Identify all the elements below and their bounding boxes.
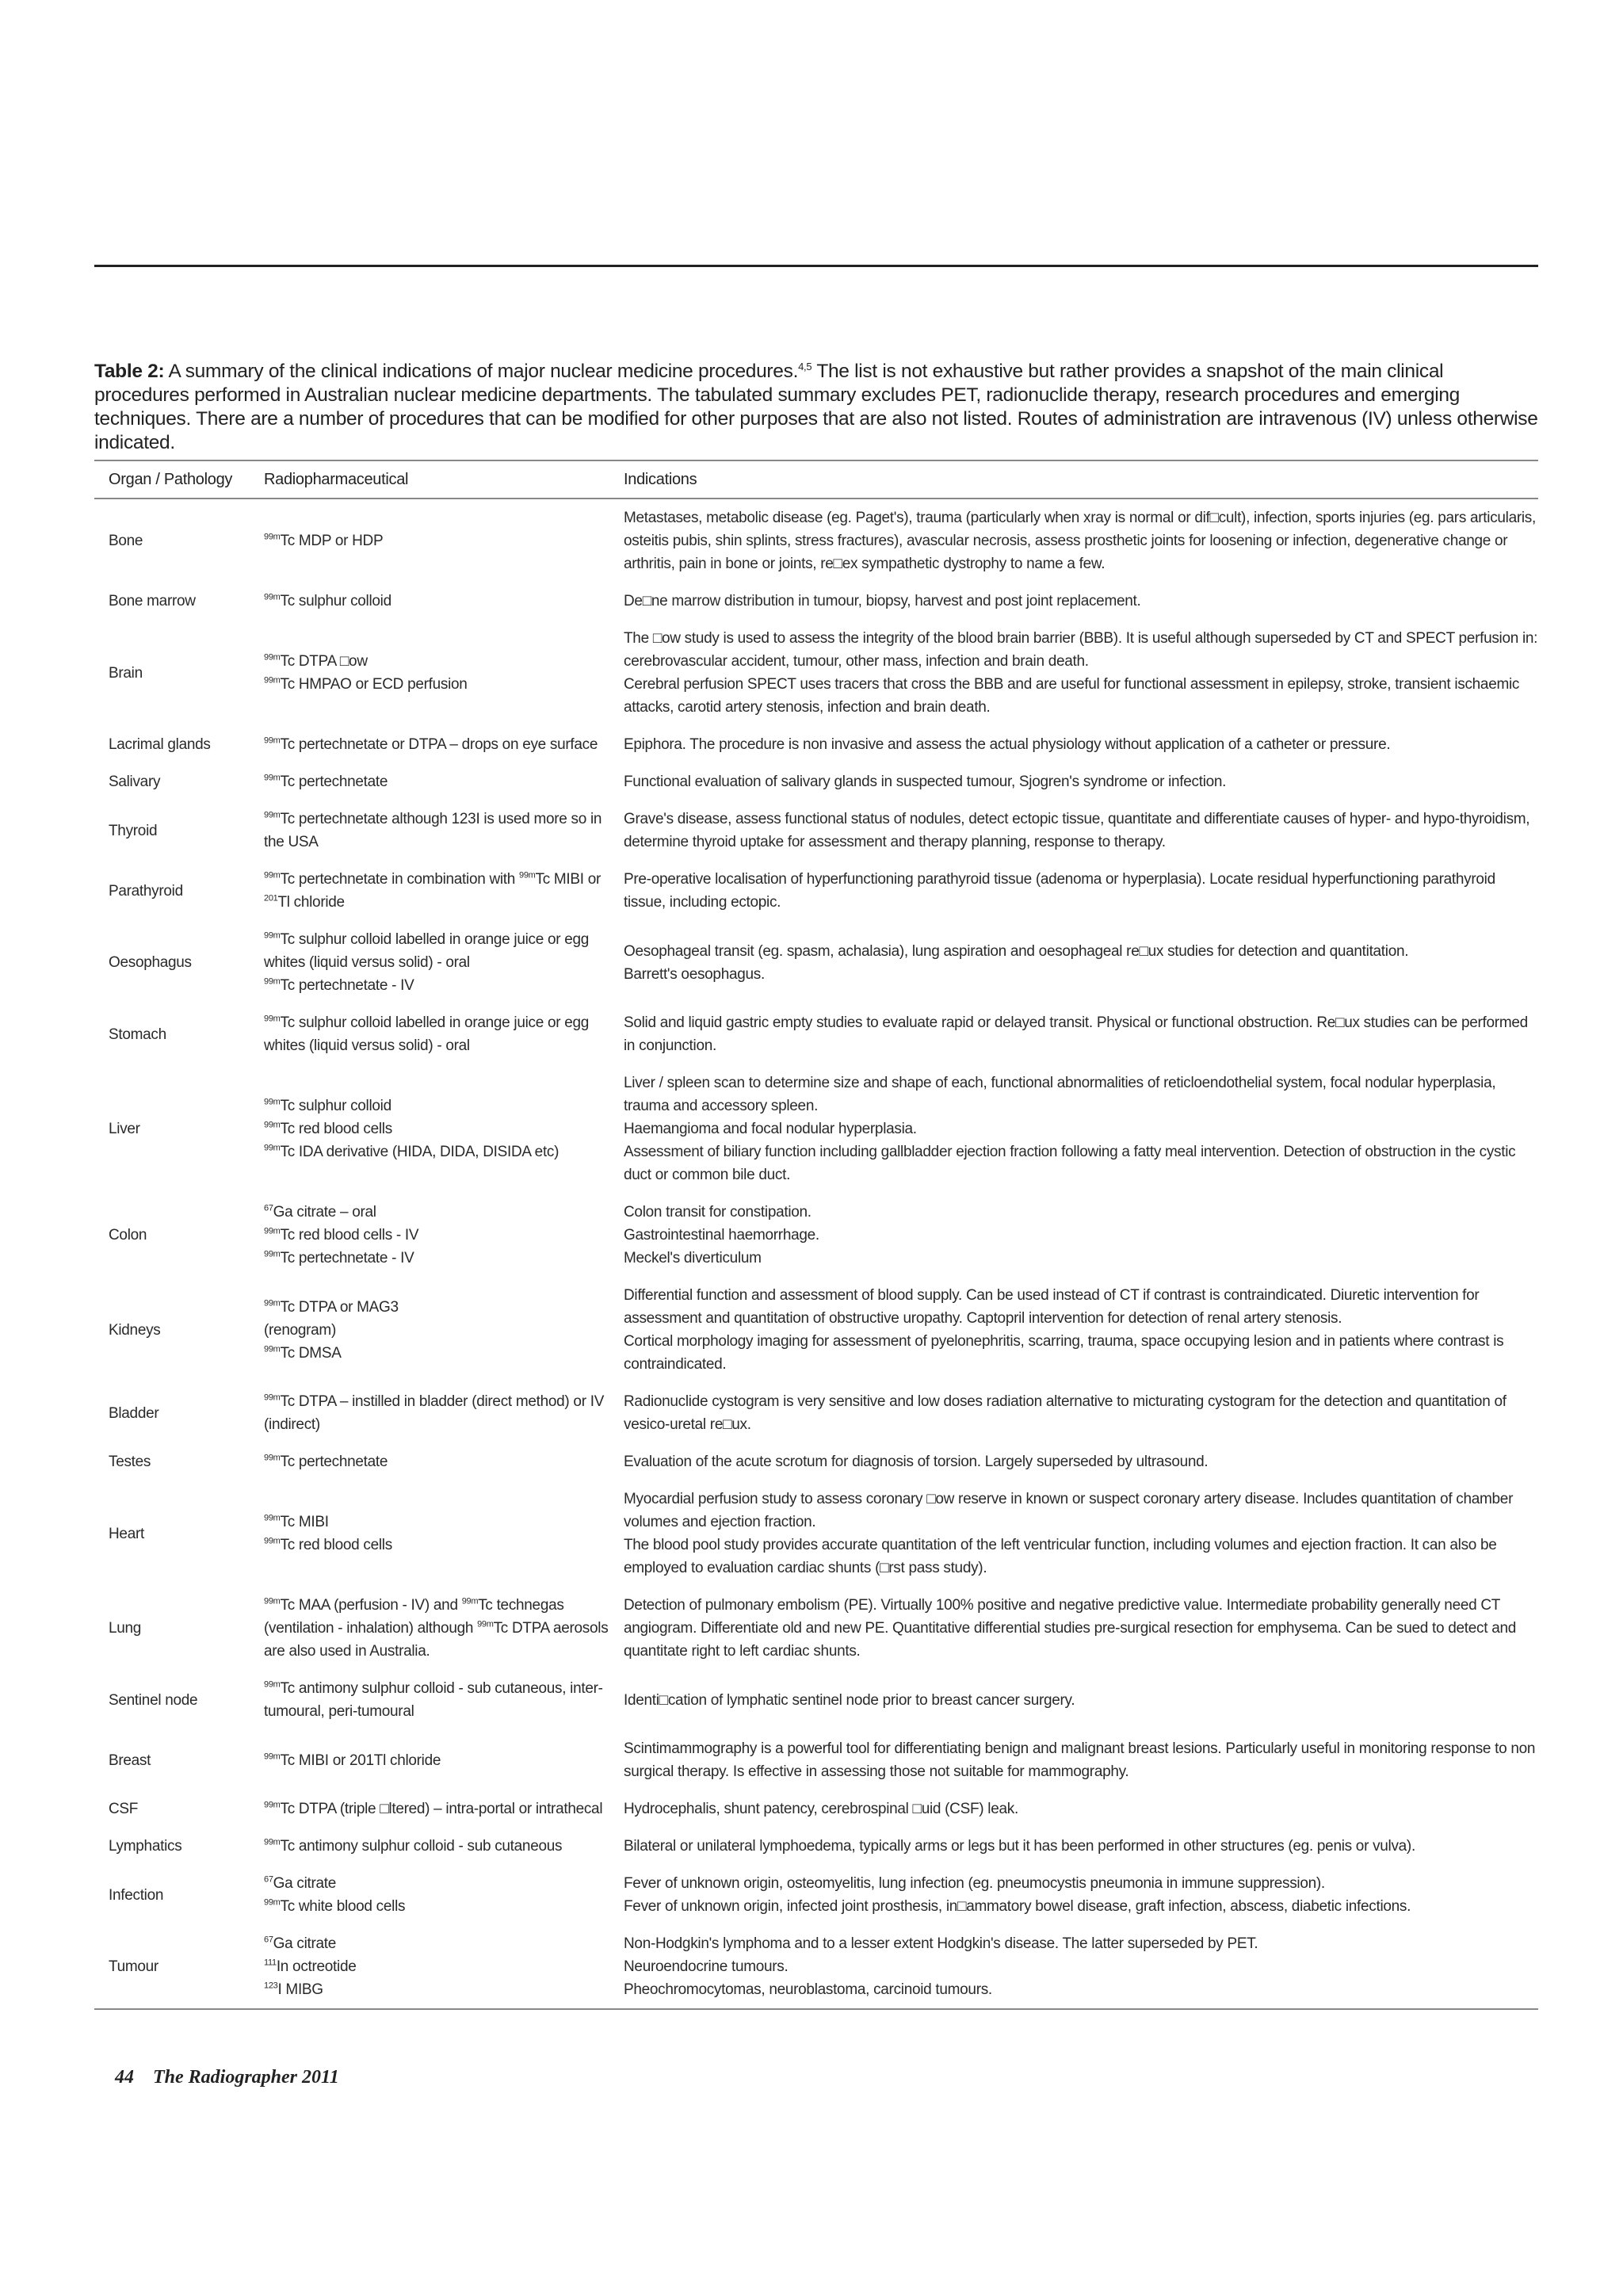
radiopharmaceutical-cell — [250, 861, 609, 921]
radiopharmaceutical-line: $^{99m}$Tc pertechnetate — [264, 773, 388, 790]
radiopharmaceutical-line: $^{67}$Ga citrate — [264, 1874, 337, 1892]
indication-text: Barrett's oesophagus. — [624, 965, 765, 983]
indication-text: Assessment of biliary function including gallbladder ejection fraction following a fatty meal intervention. Detection of obstruction in the cystic duct or common bile duct. — [624, 1144, 1516, 1183]
radiopharmaceutical-line: $^{123}$I MIBG — [264, 1981, 323, 1998]
indications-cell — [609, 1064, 1538, 1194]
table-row — [94, 499, 1538, 583]
table-row — [94, 620, 1538, 726]
isotope-mass-number: 123 — [264, 1981, 278, 1991]
radiopharmaceutical-cell — [250, 726, 609, 763]
radiopharmaceutical-line: $^{99m}$Tc DTPA □ow — [264, 652, 368, 670]
isotope-mass-number: 67 — [264, 1874, 273, 1885]
isotope-mass-number: 67 — [264, 1935, 273, 1945]
organ-cell: Stomach — [109, 1026, 166, 1043]
radiopharmaceutical-line: $^{99m}$Tc IDA derivative (HIDA, DIDA, DISIDA etc) — [264, 1143, 559, 1160]
header-radiopharmaceutical: Radiopharmaceutical — [250, 460, 609, 499]
radiopharmaceutical-line: $^{99m}$Tc HMPAO or ECD perfusion — [264, 675, 468, 693]
radiopharmaceutical-line: $^{99m}$Tc MDP or HDP — [264, 532, 384, 549]
indications-cell — [609, 861, 1538, 921]
radiopharmaceutical-line: $^{99m}$Tc sulphur colloid — [264, 1097, 391, 1114]
organ-cell: Oesophagus — [109, 954, 192, 971]
indications-cell — [609, 1670, 1538, 1730]
radiopharmaceutical-line: $^{99m}$Tc DMSA — [264, 1344, 342, 1362]
isotope-mass-number: 99m — [264, 1800, 281, 1810]
indications-cell — [609, 1443, 1538, 1480]
indications-cell — [609, 499, 1538, 583]
radiopharmaceutical-line: $^{99m}$Tc DTPA – instilled in bladder (direct method) or IV (indirect) — [264, 1392, 605, 1433]
table-row — [94, 1064, 1538, 1194]
radiopharmaceutical-cell — [250, 1790, 609, 1828]
radiopharmaceutical-line: $^{99m}$Tc MIBI or 201Tl chloride — [264, 1752, 441, 1769]
indication-text: The blood pool study provides accurate quantitation of the left ventricular function, including volumes and ejection fraction. It can also be employed to evaluation cardiac shunts (□rst pass study). — [624, 1537, 1497, 1576]
radiopharmaceutical-cell — [250, 1383, 609, 1443]
radiopharmaceutical-line: $^{99m}$Tc white blood cells — [264, 1897, 406, 1915]
isotope-mass-number: 99m — [264, 1679, 281, 1690]
indication-text: Fever of unknown origin, infected joint prosthesis, in□ammatory bowel disease, graft infection, abscess, diabetic infections. — [624, 1898, 1411, 1915]
indication-text: Colon transit for constipation. — [624, 1204, 812, 1221]
indication-text: De□ne marrow distribution in tumour, biopsy, harvest and post joint replacement. — [624, 593, 1141, 609]
radiopharmaceutical-cell — [250, 499, 609, 583]
indication-text: Pheochromocytomas, neuroblastoma, carcinoid tumours. — [624, 1981, 992, 1998]
indications-cell — [609, 921, 1538, 1004]
organ-cell: Brain — [109, 664, 143, 682]
isotope-mass-number: 99m — [264, 1596, 281, 1606]
organ-cell: Sentinel node — [109, 1691, 198, 1709]
isotope-mass-number: 99m — [264, 976, 281, 987]
isotope-mass-number: 99m — [264, 870, 281, 881]
table-row — [94, 583, 1538, 620]
table-row — [94, 1480, 1538, 1587]
isotope-mass-number: 201 — [264, 893, 278, 904]
radiopharmaceutical-cell — [250, 1277, 609, 1383]
radiopharmaceutical-line: $^{99m}$Tc pertechnetate — [264, 1453, 388, 1470]
indications-cell — [609, 1277, 1538, 1383]
radiopharmaceutical-cell — [250, 1925, 609, 2009]
organ-cell: Infection — [109, 1886, 164, 1904]
table-caption — [94, 360, 1538, 455]
radiopharmaceutical-cell — [250, 1064, 609, 1194]
indication-text: Cerebral perfusion SPECT uses tracers that cross the BBB and are useful for functional assessment in epilepsy, stroke, transient ischaemic attacks, carotid artery stenosis, infection and brain death. — [624, 676, 1520, 716]
table-row — [94, 1587, 1538, 1670]
isotope-mass-number: 99m — [264, 652, 281, 663]
indication-text: Grave's disease, assess functional status of nodules, detect ectopic tissue, quantitate and differentiate causes of hyper- and hypo-thyroidism, determine thyroid uptake for assessment and therapy planning, response to therapy. — [624, 811, 1530, 850]
isotope-mass-number: 99m — [461, 1596, 479, 1606]
caption-text-cont: The list is not exhaustive but rather provides a snapshot of the main clinical procedures performed in Australian nuclear medicine departments. The tabulated summary excludes PET, radionuclide therapy, research procedures and emerging techniques. There are a number of procedures that can be modified for other purposes that are also not listed. Routes of administration are intravenous (IV) unless otherwise indicated. — [94, 361, 1538, 453]
table-row — [94, 1865, 1538, 1925]
isotope-mass-number: 99m — [477, 1619, 494, 1629]
table-row — [94, 1730, 1538, 1790]
radiopharmaceutical-line: $^{99m}$Tc DTPA or MAG3 — [264, 1298, 399, 1316]
radiopharmaceutical-cell — [250, 1443, 609, 1480]
indications-cell — [609, 1004, 1538, 1064]
indications-cell — [609, 1587, 1538, 1670]
organ-cell: Salivary — [109, 774, 161, 790]
table-row — [94, 800, 1538, 861]
indication-text: Solid and liquid gastric empty studies to evaluate rapid or delayed transit. Physical or functional obstruction. Re□ux studies can be performed in conjunction. — [624, 1014, 1528, 1054]
indication-text: Identi□cation of lymphatic sentinel node prior to breast cancer surgery. — [624, 1691, 1075, 1709]
radiopharmaceutical-line: $^{99m}$Tc pertechnetate in combination with $^{99m}$Tc MIBI or $^{201}$Tl chloride — [264, 870, 601, 911]
indication-text: Myocardial perfusion study to assess coronary □ow reserve in known or suspect coronary artery disease. Includes quantitation of chamber volumes and ejection fraction. — [624, 1491, 1514, 1530]
indications-cell — [609, 1865, 1538, 1925]
indication-text: Differential function and assessment of blood supply. Can be used instead of CT if contrast is contraindicated. Diuretic intervention for assessment and quantitation of obstructive uropathy. Captopril intervention for detection of renal artery stenosis. — [624, 1287, 1480, 1327]
organ-cell: Testes — [109, 1454, 151, 1470]
isotope-mass-number: 99m — [519, 870, 536, 881]
indication-text: Epiphora. The procedure is non invasive and assess the actual physiology without application of a catheter or pressure. — [624, 736, 1391, 753]
radiopharmaceutical-cell — [250, 1670, 609, 1730]
isotope-mass-number: 99m — [264, 1120, 281, 1130]
indication-text: Functional evaluation of salivary glands in suspected tumour, Sjogren's syndrome or infection. — [624, 774, 1227, 790]
indications-cell — [609, 1828, 1538, 1865]
table-body — [94, 499, 1538, 2009]
indications-cell — [609, 620, 1538, 726]
radiopharmaceutical-line: $^{99m}$Tc MAA (perfusion - IV) and $^{99m}$Tc technegas (ventilation - inhalation) although $^{99m}$Tc DTPA aerosols are also used in Australia. — [264, 1596, 609, 1660]
table-row — [94, 1443, 1538, 1480]
table-row — [94, 921, 1538, 1004]
radiopharmaceutical-cell — [250, 1587, 609, 1670]
radiopharmaceutical-line: $^{99m}$Tc red blood cells — [264, 1536, 392, 1553]
indication-text: The □ow study is used to assess the integrity of the blood brain barrier (BBB). It is useful although superseded by CT and SPECT perfusion in: cerebrovascular accident, tumour, other mass, infection and brain death. — [624, 630, 1538, 670]
radiopharmaceutical-line: $^{67}$Ga citrate – oral — [264, 1203, 376, 1221]
radiopharmaceutical-line: $^{99m}$Tc sulphur colloid — [264, 592, 391, 609]
organ-cell: Thyroid — [109, 822, 158, 839]
radiopharmaceutical-line: $^{111}$In octreotide — [264, 1958, 357, 1975]
organ-cell: Lung — [109, 1620, 142, 1637]
table-row — [94, 1828, 1538, 1865]
organ-cell: Heart — [109, 1525, 144, 1542]
isotope-mass-number: 99m — [264, 930, 281, 941]
radiopharmaceutical-cell — [250, 921, 609, 1004]
summary-table — [94, 460, 1538, 2010]
isotope-mass-number: 99m — [264, 735, 281, 746]
indication-text: Cortical morphology imaging for assessment of pyelonephritis, scarring, trauma, space occupying lesion and in patients where contrast is contraindicated. — [624, 1333, 1504, 1373]
indication-text: Neuroendocrine tumours. — [624, 1958, 789, 1975]
indications-cell — [609, 1730, 1538, 1790]
organ-cell: Tumour — [94, 1925, 250, 2009]
table-row — [94, 1925, 1538, 2009]
organ-cell: Lymphatics — [109, 1838, 182, 1855]
indication-text: Detection of pulmonary embolism (PE). Virtually 100% positive and negative predictive value. Intermediate probability generally need CT angiogram. Differentiate old and new PE. Quantitative differential studies pre-surgical resection for emphysema. Can be sued to detect and quantitate right to left cardiac shunts. — [624, 1597, 1517, 1660]
radiopharmaceutical-line: $^{99m}$Tc DTPA (triple □ltered) – intra-portal or intrathecal — [264, 1800, 603, 1817]
table-row — [94, 1670, 1538, 1730]
publication-name: The Radiographer 2011 — [153, 2067, 339, 2088]
radiopharmaceutical-line: (renogram) — [264, 1321, 336, 1339]
isotope-mass-number: 99m — [264, 1536, 281, 1546]
radiopharmaceutical-line: $^{99m}$Tc pertechnetate - IV — [264, 1249, 414, 1266]
header-organ: Organ / Pathology — [94, 460, 250, 499]
isotope-mass-number: 99m — [264, 532, 281, 542]
organ-cell: Breast — [109, 1752, 151, 1769]
table-row — [94, 1383, 1538, 1443]
caption-text: A summary of the clinical indications of major nuclear medicine procedures. — [164, 361, 799, 382]
isotope-mass-number: 99m — [264, 1014, 281, 1024]
indication-text: Liver / spleen scan to determine size and shape of each, functional abnormalities of reticloendothelial system, focal nodular hyperplasia, trauma and accessory spleen. — [624, 1075, 1496, 1114]
isotope-mass-number: 99m — [264, 675, 281, 686]
indication-text: Fever of unknown origin, osteomyelitis, lung infection (eg. pneumocystis pneumonia in immune suppression). — [624, 1875, 1325, 1892]
indication-text: Metastases, metabolic disease (eg. Paget's), trauma (particularly when xray is normal or dif□cult), infection, sports injuries (eg. pars articularis, osteitis pubis, shin splints, stress fractures), avascular necrosis, assess prosthetic joints for loosening or infection, degenerative change or arthritis, pain in bone or joints, re□ex sympathetic dystrophy to name a few. — [624, 510, 1536, 572]
top-rule — [94, 265, 1538, 267]
isotope-mass-number: 99m — [264, 1298, 281, 1308]
organ-cell: Kidneys — [109, 1321, 161, 1339]
isotope-mass-number: 99m — [264, 1752, 281, 1762]
organ-cell: Liver — [109, 1121, 140, 1137]
isotope-mass-number: 99m — [264, 1226, 281, 1236]
radiopharmaceutical-cell — [250, 1730, 609, 1790]
indications-cell — [609, 800, 1538, 861]
radiopharmaceutical-cell — [250, 1480, 609, 1587]
radiopharmaceutical-cell — [250, 1194, 609, 1277]
radiopharmaceutical-cell — [250, 583, 609, 620]
isotope-mass-number: 99m — [264, 1453, 281, 1463]
isotope-mass-number: 67 — [264, 1203, 273, 1213]
indications-cell — [609, 1383, 1538, 1443]
page-number: 44 — [115, 2067, 134, 2088]
isotope-mass-number: 99m — [264, 1897, 281, 1908]
radiopharmaceutical-line: $^{99m}$Tc sulphur colloid labelled in orange juice or egg whites (liquid versus solid) - oral — [264, 930, 590, 971]
indication-text: Hydrocephalis, shunt patency, cerebrospinal □uid (CSF) leak. — [624, 1801, 1018, 1817]
table-row — [94, 1790, 1538, 1828]
organ-cell: Lacrimal glands — [109, 736, 211, 753]
indication-text: Haemangioma and focal nodular hyperplasia. — [624, 1121, 917, 1137]
caption-refs: 4,5 — [798, 360, 812, 372]
indication-text: Gastrointestinal haemorrhage. — [624, 1227, 819, 1244]
radiopharmaceutical-cell — [250, 763, 609, 800]
table-row — [94, 1004, 1538, 1064]
indication-text: Pre-operative localisation of hyperfunctioning parathyroid tissue (adenoma or hyperplasia). Locate residual hyperfunctioning parathyroid tissue, including ectopic. — [624, 871, 1495, 911]
isotope-mass-number: 99m — [264, 810, 281, 820]
indication-text: Oesophageal transit (eg. spasm, achalasia), lung aspiration and oesophageal re□ux studies for detection and quantitation. — [624, 942, 1409, 960]
radiopharmaceutical-cell — [250, 620, 609, 726]
indication-text: Radionuclide cystogram is very sensitive and low doses radiation alternative to micturating cystogram for the detection and quantitation of vesico-uretal re□ux. — [624, 1393, 1507, 1433]
organ-cell: Bladder — [109, 1404, 159, 1422]
table-row — [94, 726, 1538, 763]
organ-cell: CSF — [109, 1801, 139, 1817]
indications-cell — [609, 1480, 1538, 1587]
radiopharmaceutical-line: $^{99m}$Tc antimony sulphur colloid - sub cutaneous, inter-tumoural, peri-tumoural — [264, 1679, 603, 1720]
table-row — [94, 1277, 1538, 1383]
indications-cell — [609, 583, 1538, 620]
radiopharmaceutical-line: $^{99m}$Tc pertechnetate or DTPA – drops on eye surface — [264, 735, 598, 753]
indications-cell — [609, 1925, 1538, 2009]
isotope-mass-number: 99m — [264, 1143, 281, 1153]
table-row — [94, 1194, 1538, 1277]
table-row — [94, 763, 1538, 800]
indication-text: Meckel's diverticulum — [624, 1250, 762, 1266]
caption-label: Table 2: — [94, 361, 165, 382]
organ-cell: Bone — [109, 533, 143, 549]
indication-text: Non-Hodgkin's lymphoma and to a lesser extent Hodgkin's disease. The latter superseded by PET. — [624, 1935, 1258, 1952]
organ-cell: Parathyroid — [109, 882, 183, 900]
radiopharmaceutical-line: $^{99m}$Tc pertechnetate although 123I is used more so in the USA — [264, 810, 602, 850]
radiopharmaceutical-line: $^{99m}$Tc red blood cells - IV — [264, 1226, 419, 1244]
radiopharmaceutical-cell — [250, 1828, 609, 1865]
isotope-mass-number: 99m — [264, 1249, 281, 1259]
radiopharmaceutical-cell — [250, 1865, 609, 1925]
table-header-row — [94, 460, 1538, 499]
radiopharmaceutical-line: $^{99m}$Tc antimony sulphur colloid - sub cutaneous — [264, 1837, 563, 1855]
indication-text: Bilateral or unilateral lymphoedema, typically arms or legs but it has been performed in other structures (eg. penis or vulva). — [624, 1838, 1415, 1855]
radiopharmaceutical-line: $^{67}$Ga citrate — [264, 1935, 337, 1952]
radiopharmaceutical-cell — [250, 1004, 609, 1064]
radiopharmaceutical-line: $^{99m}$Tc sulphur colloid labelled in orange juice or egg whites (liquid versus solid) - oral — [264, 1014, 590, 1054]
isotope-mass-number: 99m — [264, 1513, 281, 1523]
radiopharmaceutical-line: $^{99m}$Tc pertechnetate - IV — [264, 976, 414, 994]
table-row — [94, 861, 1538, 921]
indications-cell — [609, 1194, 1538, 1277]
organ-cell: Colon — [109, 1227, 147, 1244]
isotope-mass-number: 99m — [264, 592, 281, 602]
isotope-mass-number: 99m — [264, 1344, 281, 1354]
radiopharmaceutical-cell — [250, 800, 609, 861]
isotope-mass-number: 99m — [264, 1837, 281, 1847]
isotope-mass-number: 99m — [264, 1097, 281, 1107]
radiopharmaceutical-line: $^{99m}$Tc MIBI — [264, 1513, 329, 1530]
indications-cell — [609, 763, 1538, 800]
radiopharmaceutical-line: $^{99m}$Tc red blood cells — [264, 1120, 392, 1137]
isotope-mass-number: 99m — [264, 773, 281, 783]
indications-cell — [609, 1790, 1538, 1828]
indications-cell — [609, 726, 1538, 763]
indication-text: Scintimammography is a powerful tool for differentiating benign and malignant breast lesions. Particularly useful in monitoring response to non surgical therapy. Is effective in assessing those not suitable for mammography. — [624, 1740, 1536, 1780]
organ-cell: Bone marrow — [109, 593, 196, 609]
page-footer — [115, 2067, 339, 2088]
indication-text: Evaluation of the acute scrotum for diagnosis of torsion. Largely superseded by ultrasound. — [624, 1454, 1209, 1470]
isotope-mass-number: 99m — [264, 1392, 281, 1403]
isotope-mass-number: 111 — [264, 1958, 277, 1968]
header-indications: Indications — [609, 460, 1538, 499]
